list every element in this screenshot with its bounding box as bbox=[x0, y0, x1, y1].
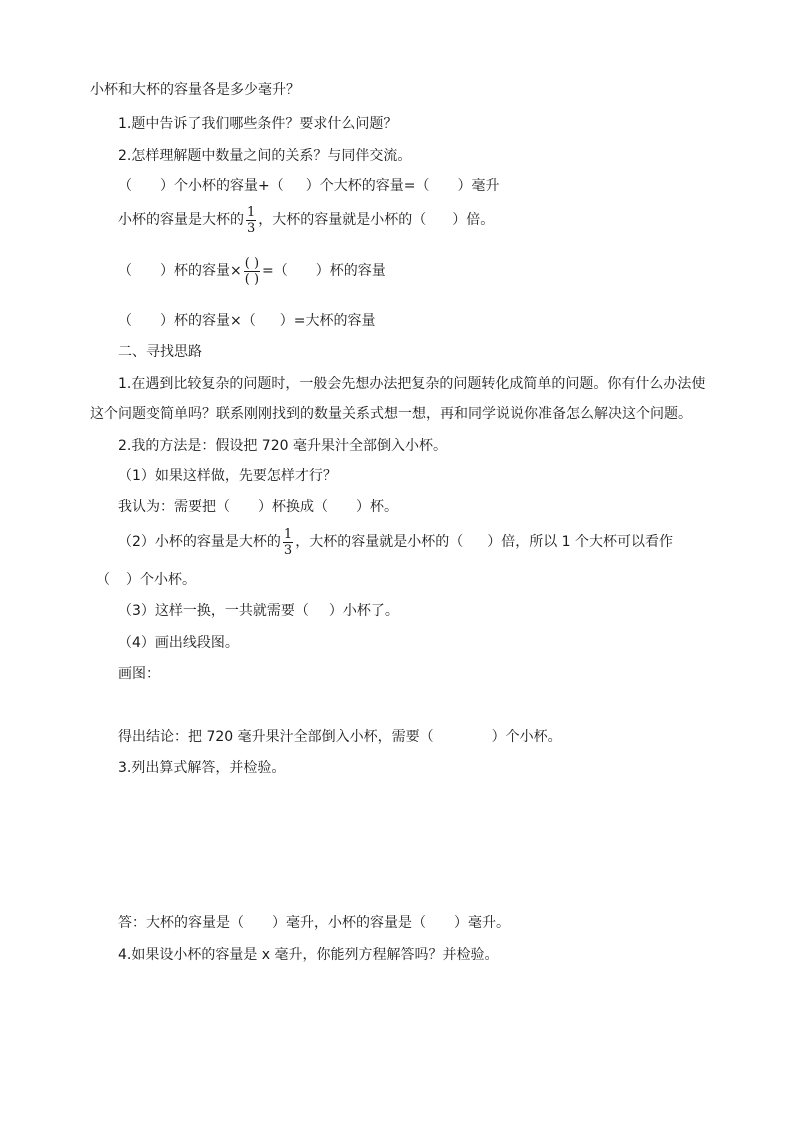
paragraph-2-2: （2）小杯的容量是大杯的 $\frac{1}{3}$ ，大杯的容量就是小杯的（ ）倍，所以 1 个大杯可以看作 bbox=[118, 526, 674, 558]
equation-4: （ ）杯的容量×（ ）=大杯的容量 bbox=[118, 313, 376, 329]
equation-2: 小杯的容量是大杯的 $\frac{1}{3}$ ，大杯的容量就是小杯的（ ）倍。 bbox=[118, 204, 495, 236]
section-heading: 二、寻找思路 bbox=[118, 344, 202, 360]
answer-line: 答：大杯的容量是（ ）毫升，小杯的容量是（ ）毫升。 bbox=[118, 915, 510, 931]
fraction-one-third: $\frac{1}{3}$ bbox=[283, 526, 293, 558]
paragraph-1-line-1: 1.在遇到比较复杂的问题时，一般会先想办法把复杂的问题转化成简单的问题。你有什么办法使 bbox=[118, 376, 706, 392]
question-intro: 小杯和大杯的容量各是多少毫升？ bbox=[90, 82, 300, 98]
equation-1: （ ）个小杯的容量+（ ）个大杯的容量=（ ）毫升 bbox=[118, 178, 500, 194]
conclusion: 得出结论：把 720 毫升果汁全部倒入小杯，需要（ ）个小杯。 bbox=[118, 729, 562, 745]
question-2: 2.怎样理解题中数量之间的关系？与同伴交流。 bbox=[118, 148, 412, 164]
paragraph-3: 3.列出算式解答，并检验。 bbox=[118, 760, 286, 776]
drawing-label: 画图： bbox=[118, 666, 160, 682]
paragraph-1-line-2: 这个问题变简单吗？联系刚刚找到的数量关系式想一想，再和同学说说你准备怎么解决这个问题。 bbox=[90, 406, 692, 422]
paragraph-2-4: （4）画出线段图。 bbox=[118, 635, 239, 651]
paragraph-2-1-answer: 我认为：需要把（ ）杯换成（ ）杯。 bbox=[118, 499, 398, 515]
question-1: 1.题中告诉了我们哪些条件？要求什么问题？ bbox=[118, 116, 398, 132]
fraction-blank[interactable]: $\frac{( )}{( )}$ bbox=[244, 255, 260, 287]
paragraph-2-1: （1）如果这样做，先要怎样才行？ bbox=[118, 468, 337, 484]
paragraph-2: 2.我的方法是：假设把 720 毫升果汁全部倒入小杯。 bbox=[118, 438, 447, 454]
paragraph-2-3: （3）这样一换，一共就需要（ ）小杯了。 bbox=[118, 603, 399, 619]
fraction-one-third: $\frac{1}{3}$ bbox=[247, 204, 256, 236]
equation-3: （ ）杯的容量× $\frac{( )}{( )}$ =（ ）杯的容量 bbox=[118, 255, 386, 287]
paragraph-4: 4.如果设小杯的容量是 x 毫升，你能列方程解答吗？并检验。 bbox=[118, 947, 499, 963]
paragraph-2-2-continued: （ ）个小杯。 bbox=[96, 572, 196, 588]
